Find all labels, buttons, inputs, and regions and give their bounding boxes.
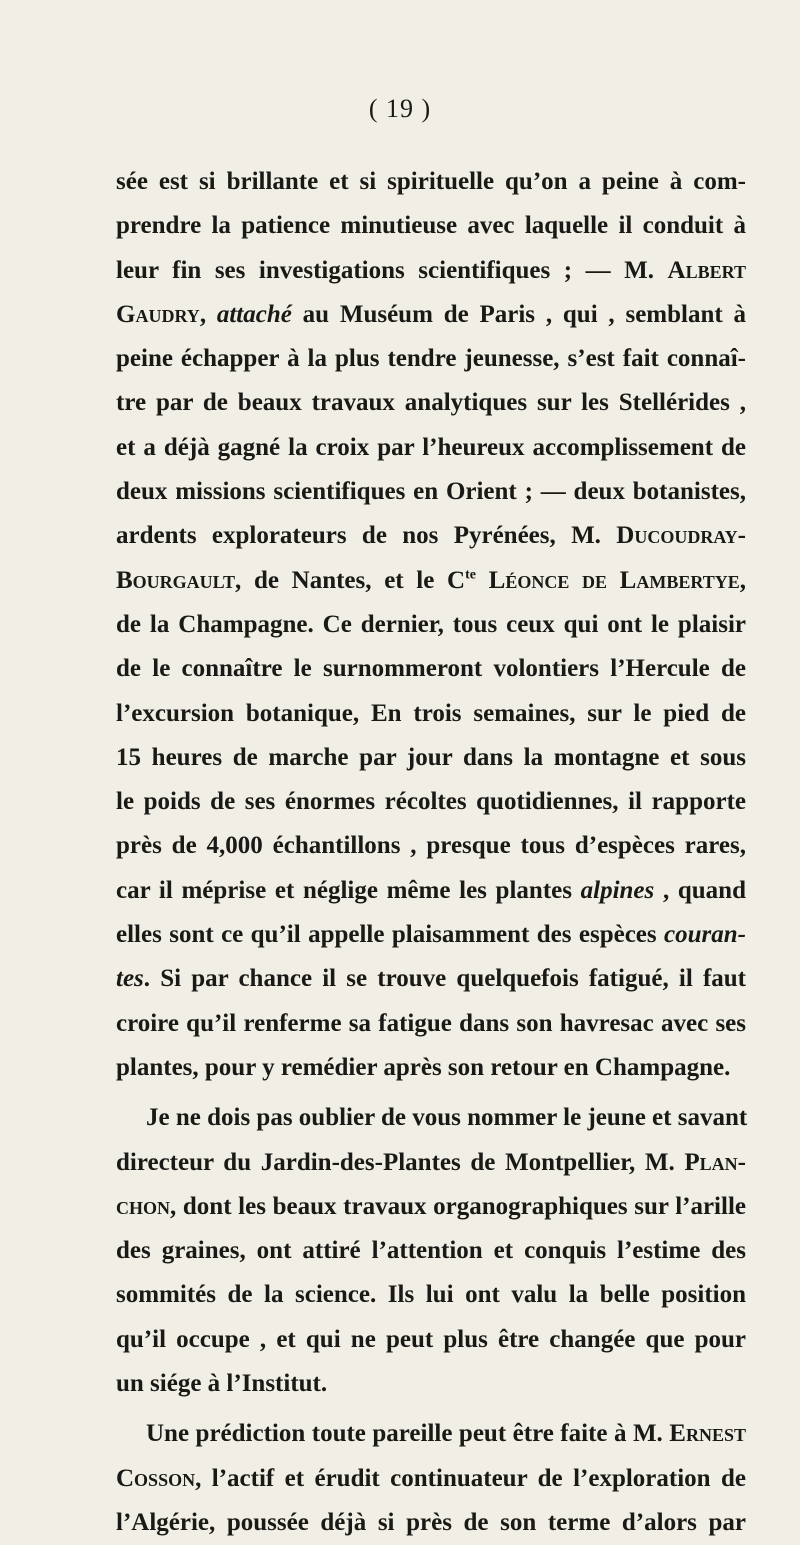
- small-caps-name: Ernest: [669, 1420, 746, 1448]
- italic-word: attaché: [216, 300, 292, 328]
- text-line: deux missions scientifiques en Orient ; — deux botanistes,: [116, 478, 746, 506]
- paragraph: [116, 1412, 746, 1545]
- paragraph: [116, 160, 746, 1090]
- text-line: peine échapper à la plus tendre jeunesse, s’est fait connaî-: [116, 345, 746, 373]
- text-line: car il méprise et néglige même les plantes alpines , quand: [116, 876, 746, 904]
- paragraph: [116, 1096, 746, 1406]
- small-caps-name: Cosson: [116, 1464, 196, 1492]
- small-caps-name: Ducoudray-: [616, 522, 746, 550]
- text-line: Bourgault, de Nantes, et le $C^{te}$ Léonce de Lambertye,: [116, 566, 746, 594]
- small-caps-name: chon: [116, 1192, 170, 1220]
- text-line: sée est si brillante et si spirituelle qu’on a peine à com-: [116, 168, 746, 195]
- body-text: [116, 160, 746, 1545]
- text-line: de le connaître le surnommeront volontiers l’Hercule de: [116, 655, 746, 683]
- small-caps-name: Léonce de Lambertye: [488, 566, 740, 594]
- small-caps-name: Plan-: [684, 1148, 746, 1176]
- text-line: Gaudry, attaché au Muséum de Paris , qui , semblant à: [116, 300, 746, 328]
- italic-word: tes: [116, 965, 144, 993]
- text-line: tre par de beaux travaux analytiques sur les Stellérides ,: [116, 389, 746, 417]
- text-line: leur fin ses investigations scientifiques ; — M. Albert: [116, 256, 746, 284]
- small-caps-name: Bourgault: [116, 566, 236, 594]
- text-line: des graines, ont attiré l’attention et conquis l’estime des: [116, 1237, 746, 1265]
- text-line: tes. Si par chance il se trouve quelquefois fatigué, il faut: [116, 965, 746, 993]
- text-line: directeur du Jardin-des-Plantes de Montpellier, M. Plan-: [116, 1148, 746, 1176]
- text-line: prendre la patience minutieuse avec laquelle il conduit à: [116, 212, 746, 240]
- text-line: ardents explorateurs de nos Pyrénées, M. Ducoudray-: [116, 522, 746, 550]
- text-line: l’Algérie, poussée déjà si près de son terme d’alors par: [116, 1508, 746, 1536]
- small-caps-name: Albert: [667, 256, 746, 284]
- text-line: Une prédiction toute pareille peut être faite à M. Ernest: [146, 1420, 746, 1448]
- small-caps-name: Gaudry: [116, 300, 200, 328]
- superscript: te: [465, 567, 476, 583]
- text-line: le poids de ses énormes récoltes quotidiennes, il rapporte: [116, 788, 746, 816]
- italic-word: couran-: [664, 921, 746, 949]
- text-line: Je ne dois pas oublier de vous nommer le jeune et savant: [146, 1104, 748, 1132]
- text-line: 15 heures de marche par jour dans la montagne et sous: [116, 743, 746, 771]
- text-line: un siége à l’Institut.: [116, 1370, 328, 1398]
- page-number: ( 19 ): [368, 94, 432, 123]
- text-line: de la Champagne. Ce dernier, tous ceux qui ont le plaisir: [116, 610, 746, 638]
- text-line: qu’il occupe , et qui ne peut plus être changée que pour: [116, 1325, 746, 1353]
- text-line: elles sont ce qu’il appelle plaisamment des espèces couran-: [116, 921, 746, 949]
- text-line: plantes, pour y remédier après son retour en Champagne.: [116, 1053, 731, 1081]
- text-line: chon, dont les beaux travaux organographiques sur l’arille: [116, 1192, 746, 1220]
- text-line: Cosson, l’actif et érudit continuateur de l’exploration de: [116, 1464, 746, 1492]
- italic-word: alpines: [580, 876, 655, 904]
- text-line: croire qu’il renferme sa fatigue dans son havresac avec ses: [116, 1009, 746, 1037]
- text-line: sommités de la science. Ils lui ont valu la belle position: [116, 1281, 746, 1309]
- text-line: et a déjà gagné la croix par l’heureux accomplissement de: [116, 433, 746, 461]
- text-line: l’excursion botanique, En trois semaines, sur le pied de: [116, 699, 746, 727]
- text-line: près de 4,000 échantillons , presque tous d’espèces rares,: [116, 832, 746, 860]
